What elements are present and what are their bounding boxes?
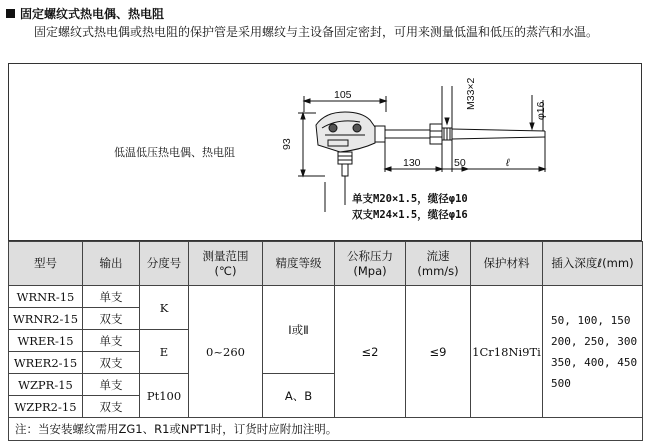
footnote: 注：当安装螺纹需用ZG1、R1或NPT1时，订货时应附加注明。 [9, 418, 643, 441]
output-cell: 单支 [83, 286, 140, 308]
note-double: 双支M24×1.5，缆径φ16 [352, 209, 468, 221]
header-pressure: 公称压力 (Mpa) [335, 242, 406, 286]
footnote-row [9, 418, 643, 441]
range-cell: 0~260 [189, 286, 263, 418]
depth-line: 500 [551, 376, 571, 390]
output-cell: 双支 [83, 308, 140, 330]
header-accuracy: 精度等级 [263, 242, 335, 286]
depth-line: 50, 100, 150 [551, 313, 631, 327]
index-cell: Pt100 [140, 374, 189, 418]
index-cell: K [140, 286, 189, 330]
table-header-row [9, 242, 643, 286]
dim-93: 93 [281, 138, 293, 150]
output-cell: 单支 [83, 330, 140, 352]
model-cell: WZPR2-15 [9, 396, 83, 418]
header-material: 保护材料 [471, 242, 543, 286]
depth-cell [543, 286, 643, 418]
dim-thread: M33×2 [465, 77, 477, 110]
figure-label: 低温低压热电偶、热电阻 [114, 146, 235, 159]
model-cell: WRER2-15 [9, 352, 83, 374]
accuracy-cell: A、B [263, 374, 335, 418]
output-cell: 单支 [83, 374, 140, 396]
model-cell: WRNR2-15 [9, 308, 83, 330]
output-cell: 双支 [83, 352, 140, 374]
dim-130: 130 [403, 157, 421, 169]
model-cell: WZPR-15 [9, 374, 83, 396]
header-depth: 插入深度ℓ(mm) [543, 242, 643, 286]
header-range: 测量范围 (℃) [189, 242, 263, 286]
output-cell: 双支 [83, 396, 140, 418]
dim-50: 50 [454, 157, 466, 169]
speed-cell: ≤9 [406, 286, 471, 418]
index-cell: E [140, 330, 189, 374]
section-title-text: 固定螺纹式热电偶、热电阻 [20, 6, 165, 21]
depth-line: 350, 400, 450 [551, 355, 638, 369]
dim-l: ℓ [506, 157, 510, 169]
header-output: 输出 [83, 242, 140, 286]
dim-diameter: φ16 [535, 101, 547, 120]
dim-105: 105 [334, 89, 352, 101]
pressure-cell: ≤2 [335, 286, 406, 418]
accuracy-cell: Ⅰ或Ⅱ [263, 286, 335, 374]
model-cell: WRER-15 [9, 330, 83, 352]
header-speed: 流速 (mm/s) [406, 242, 471, 286]
depth-line: 200, 250, 300 [551, 334, 638, 348]
header-model: 型号 [9, 242, 83, 286]
material-cell: 1Cr18Ni9Ti [471, 286, 543, 418]
note-single: 单支M20×1.5，缆径φ10 [352, 193, 468, 205]
table-row [9, 286, 643, 308]
spec-table [8, 241, 643, 441]
model-cell: WRNR-15 [9, 286, 83, 308]
header-index: 分度号 [140, 242, 189, 286]
intro-paragraph: 固定螺纹式热电偶或热电阻的保护管是采用螺纹与主设备固定密封，可用来测量低温和低压的蒸汽和水温。 [34, 25, 599, 39]
